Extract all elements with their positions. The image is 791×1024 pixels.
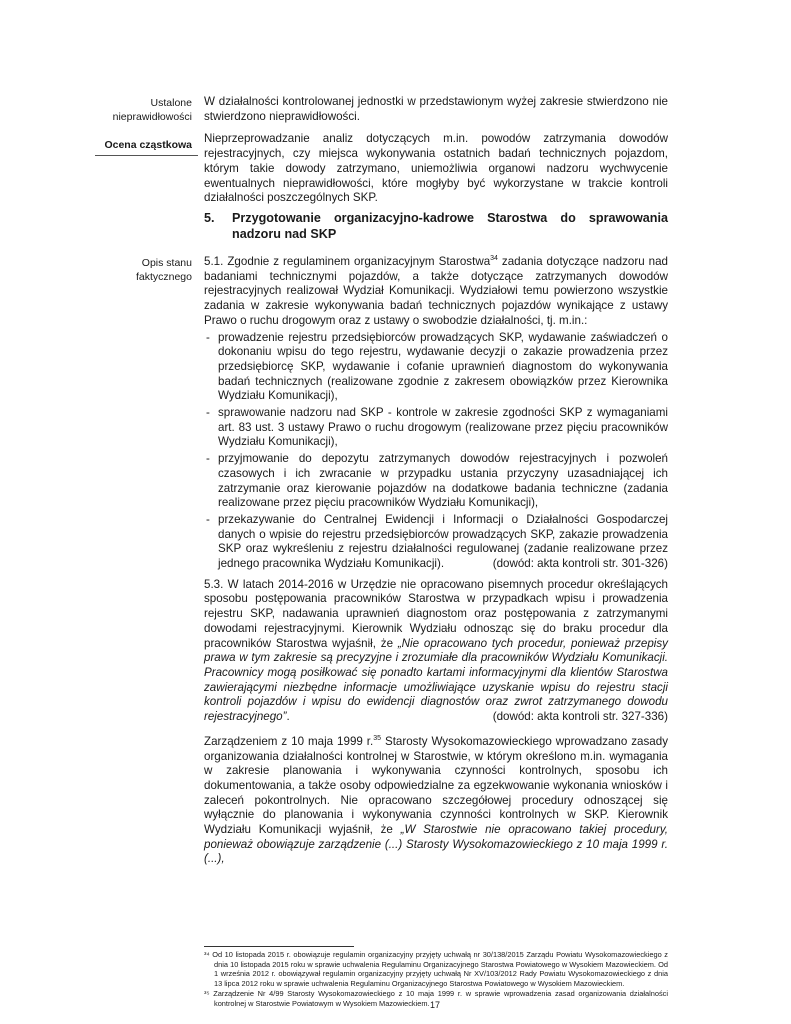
paragraph-ordinance-text-b: Starosty Wysokomazowieckiego wprowadzano zasady organizowania działalności kontrolnej w Starostwie, w którym określono m.in. wymagania w zakresie planowania i wykonywania czynności kontrolnych, sposobu ich dokumentowania, a także osoby odpowiedzialne za egzekwowanie wykonania wniosków i zaleceń pokontrolnych. Nie opracowano szczegółowej procedury odnoszącej się wyłącznie do planowania i wykonywania czynności kontrolnych w SKP. Kierownik Wydziału Komunikacji wyjaśnił, że	[204, 734, 668, 837]
margin-label-facts	[100, 257, 192, 284]
margin-label-irregularities-line1: Ustalone	[150, 97, 192, 109]
footnote-ref-34: 34	[490, 255, 498, 263]
paragraph-assessment: Nieprzeprowadzanie analiz dotyczących m.in. powodów zatrzymania dowodów rejestracyjnych, czy miejsca wykonywania ostatnich badań technicznych pojazdom, którym takie dowody zatrzymano, uniemożliwia organowi nadzoru wychwycenie ewentualnych nieprawidłowości, które mogłyby być wykorzystane w trakcie kontroli działalności poszczególnych SKP.	[204, 132, 668, 205]
paragraph-5-1-text-b: zadania dotyczące nadzoru nad badaniami technicznymi pojazdów, a także dotyczące zatrzymanych dowodów rejestracyjnych realizował Wydział Komunikacji. Wydziałowi temu powierzono wszystkie zadania w zakresie wykonywania badań technicznych pojazdów wynikające z ustawy Prawo o ruchu drogowym oraz z ustawy o swobodzie działalności, tj. m.in.:	[204, 255, 668, 327]
footnote-ref-35: 35	[373, 734, 382, 742]
margin-label-assessment: Ocena cząstkowa	[104, 139, 192, 151]
evidence-reference: (dowód: akta kontroli str. 327-336)	[492, 710, 668, 724]
margin-label-facts-line2: faktycznego	[135, 270, 192, 283]
page-number: 17	[430, 1000, 441, 1010]
paragraph-5-3-text: 5.3. W latach 2014-2016 w Urzędzie nie opracowano pisemnych procedur określających sposobu postępowania pracowników Starostwa w przypadkach wpisu i prowadzenia rejestru SKP, nadawania uprawnień diagnostom oraz postępowania z zatrzymanymi dowodami rejestracyjnymi. Kierownik Wydziału odnosząc się do braku procedur dla pracowników Starostwa wyjaśnił, że	[204, 577, 668, 650]
list-item: - przyjmowanie do depozytu zatrzymanych dowodów rejestracyjnych i pozwoleń czasowych i ich zwracanie w przypadku ustania przyczyny uzasadniającej ich zatrzymanie oraz kierowanie pojazdów na dodatkowe badania techniczne (zadania realizowane przez pięciu pracowników Wydziału Komunikacji),	[204, 452, 668, 511]
footnote-34: ³⁴ Od 10 listopada 2015 r. obowiązuje regulamin organizacyjny przyjęty uchwałą nr 30/138/2015 Zarządu Powiatu Wysokomazowieckiego z dnia 10 listopada 2015 roku w sprawie uchwalenia Regulaminu Organizacyjnego Starostwa Powiatowego w Wysokiem Mazowieckiem. Od 1 września 2012 r. obowiązywał regulamin organizacyjny przyjęty uchwałą Nr XV/103/2012 Rady Powiatu Wysokomazowieckiego z dnia 13 lipca 2012 roku w sprawie uchwalenia Regulaminu Organizacyjnego Starostwa Powiatowego w Wysokiem Mazowieckiem.	[204, 950, 668, 988]
explanation-quote: „W Starostwie nie opracowano takiej procedury, ponieważ obowiązuje zarządzenie (...) Starosty Wysokomazowieckiego z 10 maja 1999 r. (...),	[204, 823, 669, 866]
list-item-text: przekazywanie do Centralnej Ewidencji i Informacji o Działalności Gospodarczej danych o wpisie do rejestru przedsiębiorców prowadzących SKP, zakazie prowadzenia SKP oraz wykreśleniu z rejestru działalności regulowanej (zadanie realizowane przez jednego pracownika Wydziału Komunikacji).	[218, 512, 668, 571]
list-item: - prowadzenie rejestru przedsiębiorców prowadzących SKP, wydawanie zaświadczeń o dokonaniu wpisu do tego rejestru, wydawanie decyzji o zakazie prowadzenia przez przedsiębiorcę SKP, wydawanie i cofanie uprawnień diagnostom do wykonywania badań technicznych (realizowane zgodnie z zakresem obowiązków przez Kierownika Wydziału Komunikacji),	[204, 331, 668, 405]
footnote-35: ³⁵ Zarządzenie Nr 4/99 Starosty Wysokomazowieckiego z 10 maja 1999 r. w sprawie wprowadzenia zasad organizowania działalności kontrolnej w Starostwie Powiatowym w Wysokiem Mazowieckiem.	[204, 989, 668, 1008]
section-heading	[204, 210, 668, 242]
footnote-divider	[204, 946, 354, 947]
paragraph-5-3	[204, 578, 668, 725]
evidence-reference: (dowód: akta kontroli str. 301-326)	[492, 557, 668, 571]
body-text	[204, 255, 668, 867]
section-number: 5.	[204, 211, 215, 225]
margin-label-irregularities	[100, 97, 192, 124]
paragraph-ordinance	[204, 735, 668, 867]
paragraph-5-3-end: .	[286, 710, 290, 724]
paragraph-irregularities: W działalności kontrolowanej jednostki w przedstawionym wyżej zakresie stwierdzono nie stwierdzono nieprawidłowości.	[204, 95, 668, 123]
margin-divider	[95, 155, 198, 156]
task-list	[204, 331, 668, 572]
list-item	[204, 513, 668, 572]
list-item: - sprawowanie nadzoru nad SKP - kontrole w zakresie zgodności SKP z wymaganiami art. 83 ust. 3 ustawy Prawo o ruchu drogowym (realizowane przez pięciu pracowników Wydziału Komunikacji),	[204, 406, 668, 450]
section-title: Przygotowanie organizacyjno-kadrowe Starostwa do sprawowania nadzoru nad SKP	[232, 211, 668, 241]
margin-label-irregularities-line2: nieprawidłowości	[112, 110, 192, 123]
explanation-quote: „Nie opracowano tych procedur, ponieważ przepisy prawa w tym zakresie są precyzyjne i zrozumiałe dla pracowników Wydziału Komunikacji. Pracownicy mogą posiłkować się ponadto kartami informacyjnymi dla klientów Starostwa zawierającymi niezbędne informacje umożliwiające uzyskanie wpisu do rejestru stacji kontroli pojazdów i wpisu do ewidencji diagnostów oraz zwrot zatrzymanego dowodu rejestracyjnego”	[204, 636, 668, 724]
paragraph-5-1-text-a: 5.1. Zgodnie z regulaminem organizacyjnym Starostwa	[204, 255, 491, 268]
margin-label-facts-line1: Opis stanu	[141, 257, 192, 269]
findings-block	[204, 95, 668, 206]
paragraph-ordinance-text-a: Zarządzeniem z 10 maja 1999 r.	[204, 734, 374, 748]
paragraph-5-1	[204, 255, 668, 329]
